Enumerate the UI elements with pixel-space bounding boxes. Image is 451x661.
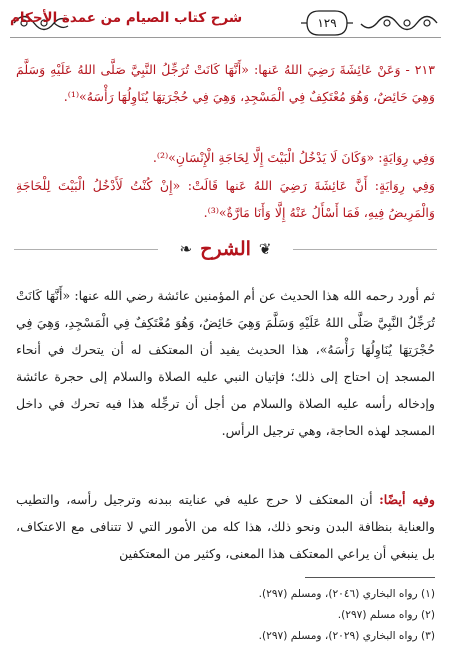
hadith-text: ٢١٣ - وَعَنْ عَائِشَةَ رَضِيَ اللهُ عَنها: «أَنَّهَا كَانَتْ تُرَجِّلُ النَّبِيَّ صَلَّى اللهُ عَلَيْهِ وَسَلَّمَ وَهِيَ حَائِضٌ، وَهُوَ مُعْتَكِفٌ فِي الْمَسْجِدِ، وَهِيَ فِي حُجْرَتِهَا يُنَاوِلُهَا رَأْسَهُ»⁽¹⁾. [16,62,435,104]
paragraph-lead: وفيه أيضًا: [379,492,435,507]
footnotes [16,584,435,647]
section-title-box [158,232,293,266]
commentary-paragraph-2 [16,486,435,567]
commentary-paragraph-1: ثم أورد رحمه الله هذا الحديث عن أم المؤمنين عائشة رضي الله عنها: «أَنَّهَا كَانَتْ تُرَجِّلُ النَّبِيَّ صَلَّى اللهُ عَلَيْهِ وَسَلَّمَ وَهِيَ حَائِضٌ، وَهُوَ مُعْتَكِفٌ فِي الْمَسْجِدِ، وَهِيَ فِي حُجْرَتِهَا يُنَاوِلُهَا رَأْسَهُ»، هذا الحديث يفيد أن المعتكف له أن يتحرك في أنحاء المسجد إن احتاج إلى ذلك؛ فإتيان النبي عليه الصلاة والسلام إلى حجرة عائشة وإدخاله رأسه عليه الصلاة والسلام من أجل أن ترجِّله هذا فيه تحرك في داخل المسجد لهذه الحاجة، وهي ترجيل الرأس. [16,288,435,438]
footnote: (١) رواه البخاري (٢٠٤٦)، ومسلم (٢٩٧). [258,588,435,600]
page-number-badge [301,8,353,38]
header-rule [10,37,441,38]
page-number: ١٢٩ [317,16,337,30]
section-title: الشرح [200,238,251,260]
footnote: (٢) رواه مسلم (٢٩٧). [337,609,435,621]
hadith-riwaya-2: وَفِي رِوَايَةٍ: أَنَّ عَائِشَةَ رَضِيَ اللهُ عَنها قَالَتْ: «إِنْ كُنْتُ لَأَدْخُلُ الْبَيْتَ لِلْحَاجَةِ وَالْمَرِيضُ فِيهِ، فَمَا أَسْأَلُ عَنْهُ إِلَّا وَأَنَا مَارَّةٌ»⁽³⁾. [16,178,435,220]
paragraph-body: أن المعتكف لا حرج عليه في عنايته ببدنه وترجيل رأسه، والتطيب والعناية بنظافة البدن ونحو ذلك، هذا كله من الأمور التي لا تتنافى مع الاعتكاف، بل ينبغي أن يراعي المعتكف هذا المعنى، وكثير من المعتكفين [16,492,435,561]
right-corner-ornament-icon [357,8,441,38]
footnote: (٣) رواه البخاري (٢٠٢٩)، ومسلم (٢٩٧). [258,630,435,642]
section-heading [0,230,451,270]
fleuron-icon: ❦ [258,240,272,258]
hadith-riwaya-1: وَفِي رِوَايَةٍ: «وَكَانَ لَا يَدْخُلُ الْبَيْتَ إِلَّا لِحَاجَةِ الْإِنْسَانِ»⁽²⁾. [152,150,435,165]
page-header [10,8,441,38]
running-title: شرح كتاب الصيام من عمدة الأحكام [10,10,243,26]
fleuron-icon: ❧ [179,240,193,258]
footnote-rule [305,577,435,578]
